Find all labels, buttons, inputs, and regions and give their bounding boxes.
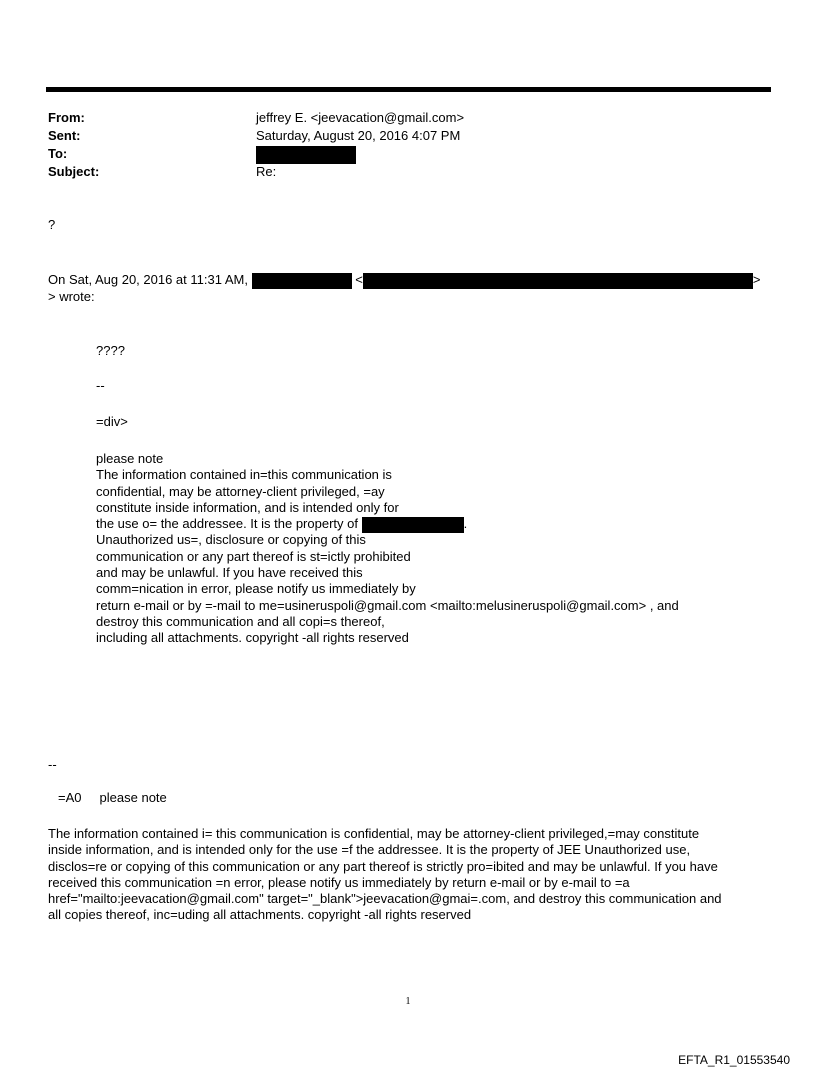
footer-line: inside information, and is intended only for the use =f the addressee. It is the property of JEE Unauthorized use, <box>48 842 691 858</box>
notice-line: destroy this communication and all copi=s thereof, <box>96 613 385 629</box>
footer-line: The information contained i= this communication is confidential, may be attorney-client privileged,=may constitute <box>48 826 700 841</box>
notice-line: including all attachments. copyright -all rights reserved <box>96 630 409 646</box>
subject-label: Subject: <box>48 164 100 179</box>
to-label: To: <box>48 146 68 161</box>
quoted-question: ???? <box>96 343 125 358</box>
to-value <box>256 145 356 164</box>
sent-label: Sent: <box>48 128 81 143</box>
from-label: From: <box>48 110 85 125</box>
page-number: 1 <box>405 996 411 1007</box>
notice-line: return e-mail or by =-mail to me=usineruspoli@gmail.com <mailto:melusineruspoli@gmail.com> , and <box>96 597 679 613</box>
redaction-box <box>252 273 352 289</box>
attribution-lt: < <box>355 272 363 287</box>
footer-line: href="mailto:jeevacation@gmail.com" target="_blank">jeevacation@gmai=.com, and destroy this communication and <box>48 891 722 907</box>
a0-note: =A0 please note <box>58 790 167 805</box>
notice-line: constitute inside information, and is intended only for <box>96 499 399 515</box>
reply-text: ? <box>48 217 56 232</box>
notice-line: Unauthorized us=, disclosure or copying of this <box>96 532 366 548</box>
subject-value: Re: <box>256 164 277 179</box>
notice-line: confidential, may be attorney-client privileged, =ay <box>96 483 385 499</box>
quoted-div: =div> <box>96 414 128 429</box>
attribution-prefix: On Sat, Aug 20, 2016 at 11:31 AM, <box>48 272 248 287</box>
signature-dash: -- <box>48 757 57 772</box>
attribution-gt: > <box>752 272 761 287</box>
notice-period: . <box>463 516 468 532</box>
redaction-box <box>362 517 464 533</box>
notice-line-property: the use o= the addressee. It is the property of . <box>96 516 468 532</box>
footer-line: received this communication =n error, please notify us immediately by return e-mail or by e-mail to =a <box>48 874 630 890</box>
confidentiality-notice <box>96 451 679 647</box>
quoted-dash: -- <box>96 378 105 393</box>
footer-line: all copies thereof, inc=uding all attachments. copyright -all rights reserved <box>48 907 472 923</box>
notice-line: and may be unlawful. If you have received this <box>96 565 363 581</box>
footer-notice <box>48 826 768 924</box>
notice-line: The information contained in=this communication is <box>96 467 392 483</box>
sent-value: Saturday, August 20, 2016 4:07 PM <box>256 128 461 143</box>
notice-line: communication or any part thereof is st=ictly prohibited <box>96 548 411 564</box>
attribution-wrote: > wrote: <box>48 289 95 304</box>
from-value: jeffrey E. <jeevacation@gmail.com> <box>256 110 465 125</box>
notice-line: comm=nication in error, please notify us immediately by <box>96 581 416 597</box>
redaction-box <box>256 146 356 164</box>
notice-line: please note <box>96 451 164 466</box>
header-rule <box>46 87 771 92</box>
attribution-line <box>48 272 760 289</box>
document-id: EFTA_R1_01553540 <box>678 1053 790 1067</box>
footer-line: disclos=re or copying of this communication or any part thereof is strictly pro=ibited and may be unlawful. If you have <box>48 858 718 874</box>
redaction-box <box>363 273 753 289</box>
